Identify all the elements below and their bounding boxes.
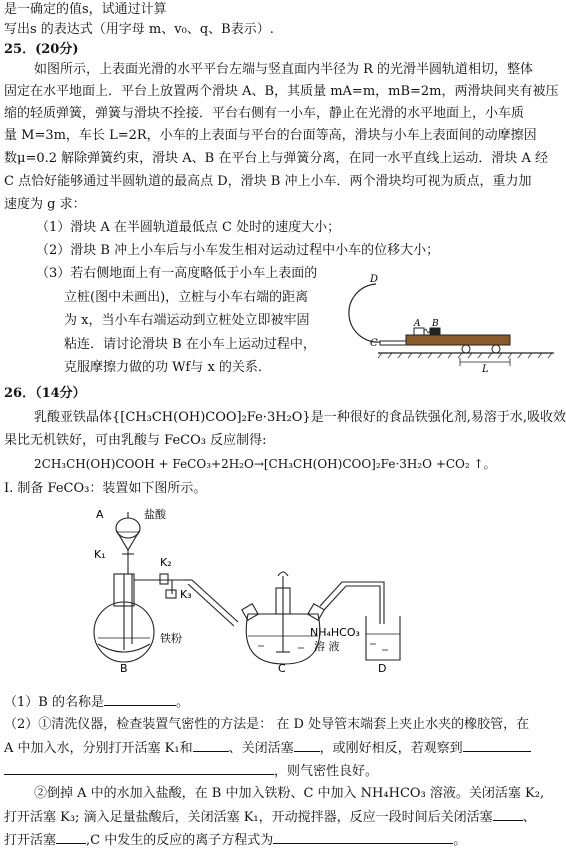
q25-para-5: 数μ=0.2 解除弹簧约束，滑块 A、B 在平台上与弹簧分离，在同一水平直线上运动．滑块 A 经	[4, 151, 549, 166]
q25-para-3: 缩的轻质弹簧，弹簧与滑块不拴接．平台右侧有一小车，静止在光滑的水平地面上，小车质	[4, 106, 525, 121]
q25-heading: 25．(20分)	[4, 42, 79, 57]
q26-q1: （1）B 的名称是 。	[4, 692, 566, 712]
blank-8[interactable]	[273, 830, 453, 844]
blank-5[interactable]	[4, 761, 274, 775]
label-K1: K₁	[94, 548, 106, 561]
intro-line-2: 写出s 的表达式（用字母 m、v₀、q、B表示）.	[4, 22, 274, 37]
blank-1[interactable]	[104, 692, 176, 706]
blank-2[interactable]	[193, 738, 229, 752]
label-iron: 铁粉	[160, 632, 182, 645]
q25-sub-1: （1）滑块 A 在半圆轨道最低点 C 处时的速度大小；	[36, 220, 341, 235]
q25-sub-3a: （3）若右侧地面上有一高度略低于小车上表面的	[36, 266, 318, 281]
q26-para-2: 果比无机铁好，可由乳酸与 FeCO₃ 反应制得:	[4, 433, 267, 448]
fig-label-L: L	[482, 364, 489, 374]
q26-equation: 2CH₃CH(OH)COOH + FeCO₃+2H₂O→[CH₃CH(OH)COO]₂Fe·3H₂O +CO₂ ↑。	[34, 457, 496, 471]
q26-q2-line-2: A 中加入水，分别打开活塞 K₁和 、关闭活塞 ，或刚好相反，若观察到	[4, 738, 566, 758]
q25-sub-3b: 立桩(图中未画出)，立桩与小车右端的距离	[64, 290, 309, 305]
fig-label-C: C	[370, 338, 378, 349]
q25-sub-3d: 粘连．请讨论滑块 B 在小车上运动过程中，	[64, 337, 316, 352]
fig-label-B: B	[432, 319, 439, 329]
label-nh4hco3: NH₄HCO₃	[310, 626, 360, 639]
q26-heading: 26．（14分）	[4, 386, 86, 401]
track-cart-figure	[348, 270, 560, 374]
blank-6[interactable]	[493, 807, 523, 821]
label-acid: 盐酸	[144, 508, 166, 521]
label-K2: K₂	[160, 556, 172, 569]
q25-sub-3e: 克服摩擦力做的功 Wf与 x 的关系．	[64, 360, 271, 375]
intro-line-1: 是一确定的值s，试通过计算	[4, 2, 167, 17]
q25-para-6: C 点恰好能够通过半圆轨道的最高点 D，滑块 B 冲上小车．两个滑块均可视为质点，重力加	[4, 174, 532, 189]
q26-para-1: 乳酸亚铁晶体{[CH₃CH(OH)COO]₂Fe·3H₂O}是一种很好的食品铁强化剂,易溶于水,吸收效	[34, 410, 566, 425]
label-K3: K₃	[180, 588, 192, 601]
fig-label-D: D	[370, 274, 379, 285]
fig-label-A: A	[414, 319, 421, 329]
q25-para-4: 量 M=3m，车长 L=2R，小车的上表面与平台的台面等高，滑块与小车上表面间的动摩擦因	[4, 128, 537, 143]
q25-sub-3c: 为 x，当小车右端运动到立桩处立即被牢固	[64, 313, 310, 328]
q26-q2-line-5: 打开活塞 K₃; 滴入足量盐酸后，关闭活塞 K₁，开动搅拌器，反应一段时间后关闭活塞 、	[4, 807, 566, 827]
q25-sub-2: （2）滑块 B 冲上小车后与小车发生相对运动过程中小车的位移大小；	[36, 243, 440, 258]
q25-para-7: 速度为 g 求：	[4, 197, 86, 212]
blank-3[interactable]	[294, 738, 320, 752]
q25-para-1: 如图所示，上表面光滑的水平平台左端与竖直面内半径为 R 的光滑半圆轨道相切，整体	[34, 62, 534, 77]
q25-para-2: 固定在水平地面上．平台上放置两个滑块 A、B，其质量 mA=m，mB=2m，两滑块间夹有被压	[4, 84, 559, 99]
label-C: C	[278, 662, 286, 674]
label-solution: 溶 液	[314, 640, 340, 653]
label-B: B	[120, 662, 128, 674]
q26-q2-line-3: ，则气密性良好。	[4, 761, 566, 781]
q26-part-1: I. 制备 FeCO₃：装置如下图所示。	[4, 481, 207, 496]
apparatus-figure	[88, 504, 428, 674]
q26-q2-line-6: 打开活塞 ,C 中发生的反应的离子方程式为 。	[4, 830, 566, 850]
q26-q2-line-4: ②倒掉 A 中的水加入盐酸，在 B 中加入铁粉、C 中加入 NH₄HCO₃ 溶液。关闭活塞 K₂,	[34, 786, 545, 801]
blank-4[interactable]	[463, 738, 531, 752]
blank-7[interactable]	[56, 830, 86, 844]
label-D: D	[378, 662, 387, 674]
label-A: A	[96, 508, 104, 521]
q26-q2-line-1: （2）①清洗仪器，检查装置气密性的方法是： 在 D 处导管末端套上夹止水夹的橡胶管，在	[4, 717, 530, 732]
